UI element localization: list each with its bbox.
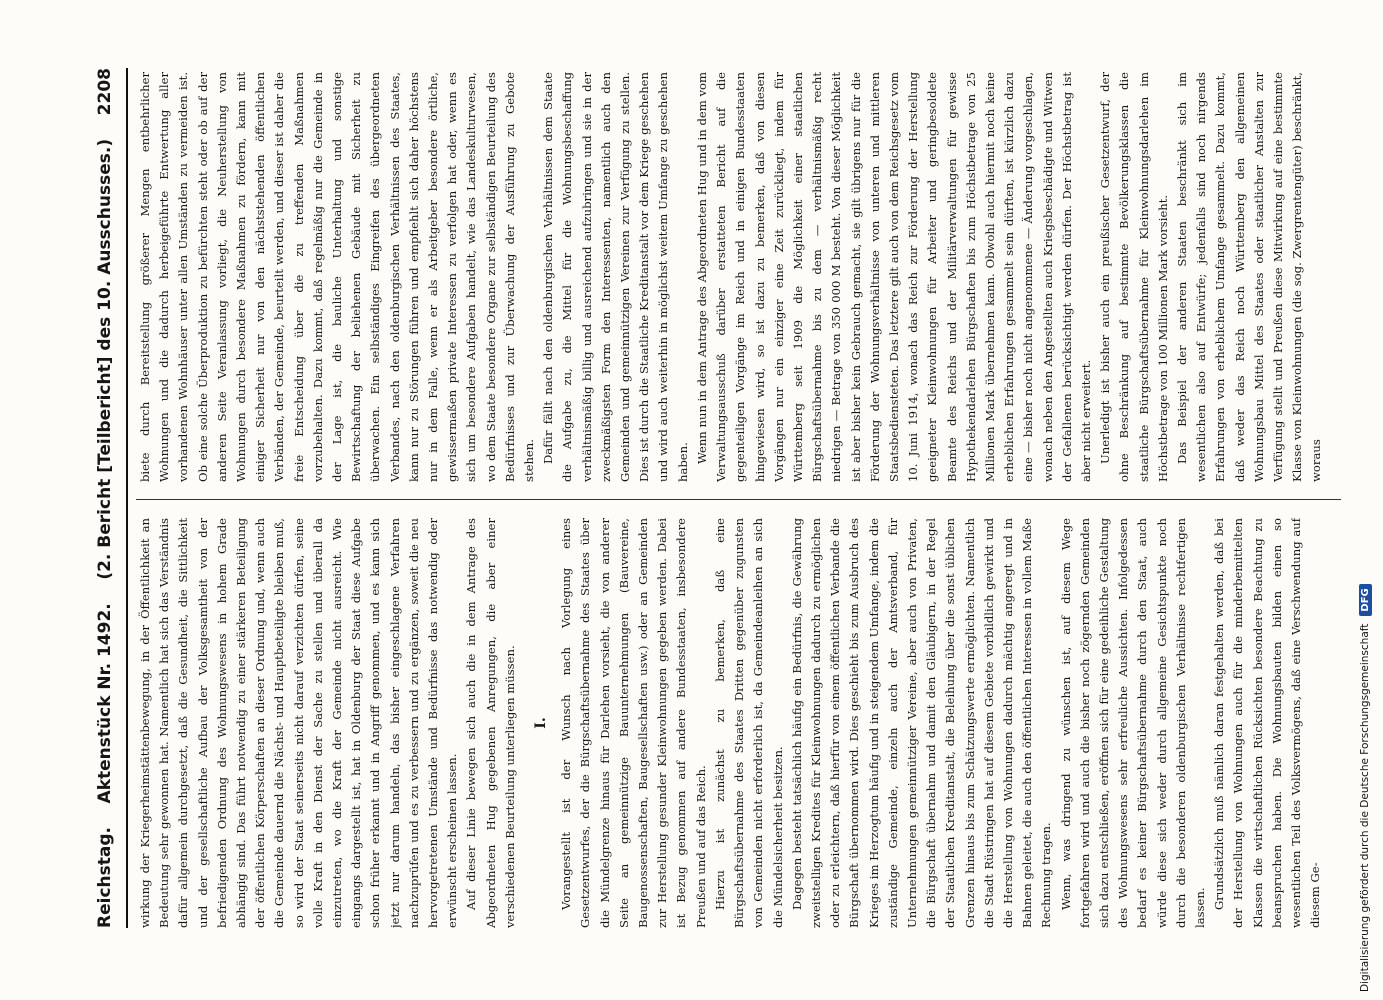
paragraph: Wenn nun in dem Antrage des Abgeordneten Hug und in dem vom Verwaltungsausschuß darüber erstatteten Bericht auf die gegenteiligen Vorgänge im Reich und in einigen Bundesstaaten hingewiesen wird, so ist dazu zu bemerken, daß von diesen Vorgängen nur ein einziger eine Zeit zurückliegt, indem für Württemberg seit 1909 die Möglichkeit einer staatlichen Bürgschaftsübernahme bis zu dem — verhältnismäßig recht niedrigen — Betrage von 350 000 M besteht. Von dieser Möglichkeit ist aber bisher kein Gebrauch gemacht, sie gilt übrigens nur für die Förderung der Wohnungsverhältnisse von unteren und mittleren Staatsbediensteten. Das letztere gilt auch von dem Reichsgesetz vom 10. Juni 1914, wonach das Reich zur Förderung der Herstellung geeigneter Kleinwohnungen für Arbeiter und geringbesoldete Beamte des Reichs und der Militärverwaltungen für gewisse Hypothekendarlehen Bürgschaften bis zum Höchstbetrage von 25 Millionen Mark übernehmen kann. Obwohl auch hiermit noch keine erheblichen Erfahrungen gesammelt sein dürften, ist kürzlich dazu eine — bisher noch nicht angenommene — Änderung vorgeschlagen, wonach neben den Angestellten auch Kriegsbeschädigte und Witwen der Gefallenen berücksichtigt werden dürfen. Der Höchstbetrag ist aber nicht erweitert. [694,72,1093,482]
header-report-title: (2. Bericht [Teilbericht] des 10. Ausschusses.) [95,138,115,580]
credit-text: Digitalisierung gefördert durch die Deutsche Forschungsgemeinschaft [1359,623,1371,992]
right-text-column [136,72,1341,482]
header-rule [126,68,128,928]
page-header [88,68,122,928]
column-divider [136,499,1341,500]
paragraph: Unerledigt ist bisher auch ein preußischer Gesetzentwurf, der ohne Beschränkung auf bestimmte Bevölkerungsklassen die staatliche Bürgschaftsübernahme für Kleinwohnungsdarlehen im Höchstbetrage von 100 Millionen Mark vorsieht. [1098,72,1170,482]
paragraph: Auf dieser Linie bewegen sich auch die in dem Antrage des Abgeordneten Hug gegebenen Anregungen, die aber einer verschiedenen Beurteilung unterliegen müssen. [464,518,517,928]
header-aktenstueck: Aktenstück Nr. 1492. [95,603,115,804]
dfg-logo: DFG [1359,584,1372,615]
paragraph: Grundsätzlich muß nämlich daran festgehalten werden, daß bei der Herstellung von Wohnungen auch für die minderbemittelten Klassen die wirtschaftlichen Rücksichten besondere Beachtung zu beanspruchen haben. Die Wohnungsbauten bilden einen so wesentlichen Teil des Volksvermögens, daß eine Verschwendung auf diesem Ge- [1212,518,1323,928]
section-heading: I. [533,717,550,729]
rotated-page-content [88,68,1358,928]
left-text-column [136,518,1341,928]
paragraph: Das Beispiel der anderen Staaten beschränkt sich im wesentlichen also auf Entwürfe; jedenfalls sind noch nirgends Erfahrungen von erheblichem Umfange gesammelt. Dazu kommt, daß weder das Reich noch Württemberg den allgemeinen Wohnungsbau Mittel des Staates oder staatlicher Anstalten zur Verfügung stellt und Preußen diese Mitwirkung auf eine bestimmte Klasse von Kleinwohnungen (die sog. Zwergrentengüter) beschränkt, woraus [1174,72,1324,482]
digitization-credit [1354,8,1376,992]
page-number: 2208 [95,68,115,116]
paragraph: Vorangestellt ist der Wunsch nach Vorlegung eines Gesetzentwurfes, der die Bürgschaftsübernahme des Staates über die Mündelgrenze hinaus für Darlehen vorsieht, die von anderer Seite an gemeinnützige Bauunternehmungen (Bauvereine, Baugenossenschaften, Baugesellschaften usw.) oder an Gemeinden zur Herstellung gesunder Kleinwohnungen gegeben werden. Dabei ist Bezug genommen auf andere Bundesstaaten, insbesondere Preußen und auf das Reich. [559,518,708,928]
header-reichstag: Reichstag. [95,827,115,928]
paragraph: Dafür fällt nach den oldenburgischen Verhältnissen dem Staate die Aufgabe zu, die Mittel für die Wohnungsbeschaffung verhältnismäßig billig und ausreichend aufzubringen und sie in der zweckmäßigsten Form den Interessenten, namentlich auch den Gemeinden und gemeinnützigen Vereinen zur Verfügung zu stellen. Dies ist durch die Staatliche Kreditanstalt vor dem Kriege geschehen und wird auch weiterhin in möglichst weitem Umfange zu geschehen haben. [541,72,690,482]
paragraph: biete durch Bereitstellung größerer Mengen entbehrlicher Wohnungen und die dadurch herbeigeführte Entwertung aller vorhandenen Wohnhäuser unter allen Umständen zu vermeiden ist. Ob eine solche Überproduktion zu befürchten steht oder ob auf der anderen Seite Veranlassung vorliegt, die Neuherstellung von Wohnungen durch besondere Maßnahmen zu fördern, kann mit einiger Sicherheit nur von den nächststehenden öffentlichen Verbänden, der Gemeinde, beurteilt werden, und dieser ist daher die freie Entscheidung über die zu treffenden Maßnahmen vorzubehalten. Dazu kommt, daß regelmäßig nur die Gemeinde in der Lage ist, die bauliche Unterhaltung und sonstige Bewirtschaftung der beliehenen Gebäude mit Sicherheit zu überwachen. Ein selbständiges Eingreifen des übergeordneten Verbandes, nach den oldenburgischen Verhältnissen des Staates, kann nur zu Störungen führen und empfiehlt sich daher höchstens nur in dem Falle, wenn er als Arbeitgeber besondere örtliche, gewissermaßen private Interessen zu verfolgen hat oder, wenn es sich um besondere Aufgaben handelt, wie das Landeskulturwesen, wo dem Staate besondere Organe zur selbständigen Beurteilung des Bedürfnisses und zur Überwachung der Ausführung zu Gebote stehen. [138,72,537,482]
paragraph: wirkung der Kriegerheimstättenbewegung, in der Öffentlichkeit an Bedeutung sehr gewonnen hat. Namentlich hat sich das Verständnis dafür allgemein durchgesetzt, daß die Gesundheit, die Sittlichkeit und der gesellschaftliche Aufbau der Volksgesamtheit von der befriedigenden Ordnung des Wohnungswesens in hohem Grade abhängig sind. Das führt notwendig zu einer stärkeren Beteiligung der öffentlichen Körperschaften an dieser Ordnung und, wenn auch die Gemeinde dauernd die Nächst- und Hauptbeteiligte bleiben muß, so wird der Staat seinerseits nicht darauf verzichten dürfen, seine volle Kraft in den Dienst der Sache zu stellen und überall da einzutreten, wo die Kraft der Gemeinde nicht ausreicht. Wie eingangs dargestellt ist, hat in Oldenburg der Staat diese Aufgabe schon früher erkannt und in Angriff genommen, und es kann sich jetzt nur darum handeln, das bisher eingeschlagene Verfahren nachzuprüfen und es zu verbessern und zu ergänzen, soweit die neu hervorgetretenen Umstände und Bedürfnisse das notwendig oder erwünscht erscheinen lassen. [138,518,460,928]
paragraph: Wenn, was dringend zu wünschen ist, auf diesem Wege fortgefahren wird und auch die bisher noch zögernden Gemeinden sich dazu entschließen, eröffnen sich für eine gedeihliche Gestaltung des Wohnungswesens sehr erfreuliche Aussichten. Infolgedessen bedarf es keiner Bürgschaftsübernahme durch den Staat, auch würde diese sich weder durch allgemeine Gesichtspunkte noch durch die besonderen oldenburgischen Verhältnisse rechtfertigen lassen. [1058,518,1207,928]
paragraph: Dagegen besteht tatsächlich häufig ein Bedürfnis, die Gewährung zweitstelligen Kredites für Kleinwohnungen dadurch zu ermöglichen oder zu erleichtern, daß hierfür von einem öffentlichen Verbande die Bürgschaft übernommen wird. Dies geschieht bis zum Ausbruch des Krieges im Herzogtum häufig und in steigendem Umfange, indem die zuständige Gemeinde, einzeln auch der Amtsverband, für Unternehmungen gemeinnütziger Vereine, aber auch von Privaten, die Bürgschaft übernahm und damit den Gläubigern, in der Regel der Staatlichen Kreditanstalt, die Beleihung über die sonst üblichen Grenzen hinaus bis zum Schätzungswerte ermöglichten. Namentlich die Stadt Rüstringen hat auf diesem Gebiete vorbildlich gewirkt und die Herstellung von Wohnungen dadurch mächtig angeregt und in Bahnen geleitet, die auch den öffentlichen Interessen in vollem Maße Rechnung tragen. [789,518,1054,928]
paragraph: Hierzu ist zunächst zu bemerken, daß eine Bürgschaftsübernahme des Staates Dritten gegenüber zugunsten von Gemeinden nicht erforderlich ist, da Gemeindeanleihen an sich die Mündelsicherheit besitzen. [712,518,785,928]
